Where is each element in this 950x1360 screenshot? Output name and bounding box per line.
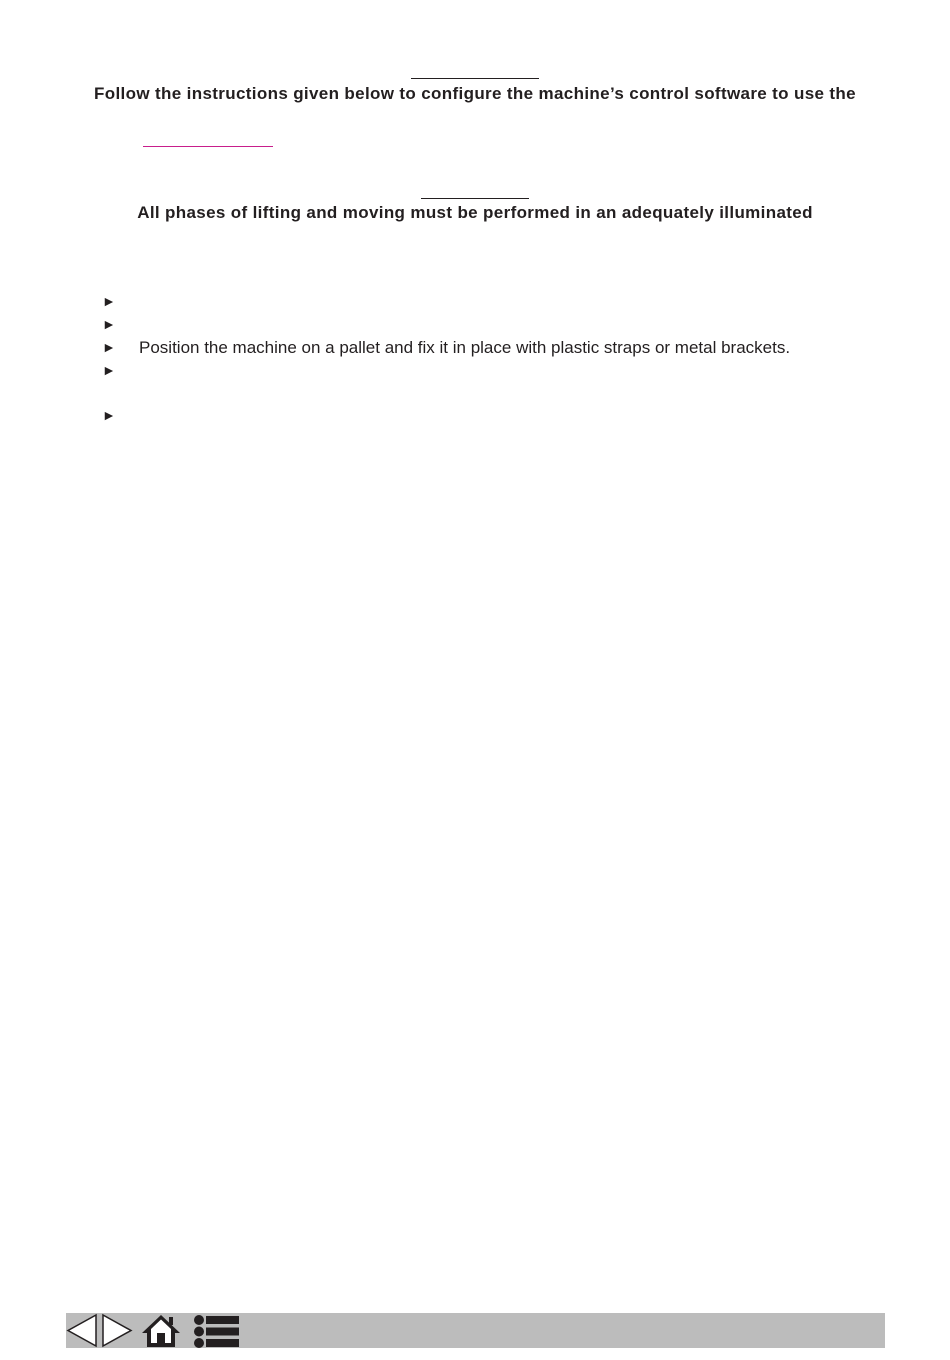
bullet-arrow-icon: ► (102, 316, 116, 332)
bullet-arrow-icon: ► (102, 362, 116, 378)
footer-nav-bar (66, 1313, 885, 1348)
section1-heading: Follow the instructions given below to configure the machine’s control software to use the (94, 84, 856, 103)
section1-top-rule (411, 78, 539, 79)
section2-top-rule (421, 198, 529, 199)
contents-list-icon[interactable] (191, 1313, 241, 1348)
list-item-text: Position the machine on a pallet and fix it in place with plastic straps or metal brackets. (139, 338, 791, 357)
bullet-arrow-icon: ► (102, 293, 116, 309)
previous-page-icon[interactable] (66, 1313, 98, 1348)
bullet-arrow-icon: ► (102, 407, 116, 423)
section2-heading: All phases of lifting and moving must be performed in an adequately illuminated (137, 203, 813, 222)
home-icon[interactable] (140, 1313, 182, 1348)
next-page-icon[interactable] (101, 1313, 133, 1348)
bullet-arrow-icon: ► (102, 339, 116, 355)
link-underline[interactable] (143, 146, 273, 147)
